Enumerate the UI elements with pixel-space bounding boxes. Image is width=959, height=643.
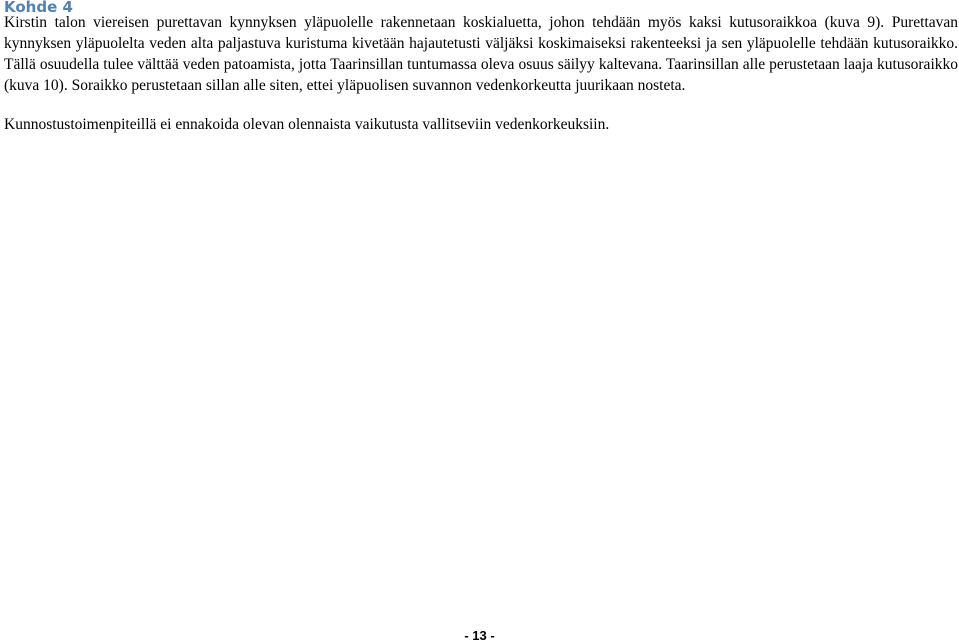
page-number: - 13 -: [464, 628, 495, 643]
body-paragraph-2: Kunnostustoimenpiteillä ei ennakoida olevan olennaista vaikutusta vallitseviin vedenkorkeuksiin.: [4, 116, 610, 133]
section-heading: Kohde 4: [4, 0, 73, 16]
body-paragraph-1: Kirstin talon viereisen purettavan kynnyksen yläpuolelle rakennetaan koskialuetta, johon tehdään myös kaksi kutusoraikkoa (kuva 9). Purettavan kynnyksen yläpuolelta veden alta paljastuva kuristuma kivetään hajautetusti väljäksi koskimaiseksi rakenteeksi ja sen yläpuolelle tehdään kutusoraikko. Tällä osuudella tulee välttää veden patoamista, jotta Taarinsillan tuntumassa oleva osuus säilyy kaltevana. Taarinsillan alle perustetaan laaja kutusoraikko (kuva 10). Soraikko perustetaan sillan alle siten, ettei yläpuolisen suvannon vedenkorkeutta juurikaan nosteta.: [4, 14, 958, 94]
